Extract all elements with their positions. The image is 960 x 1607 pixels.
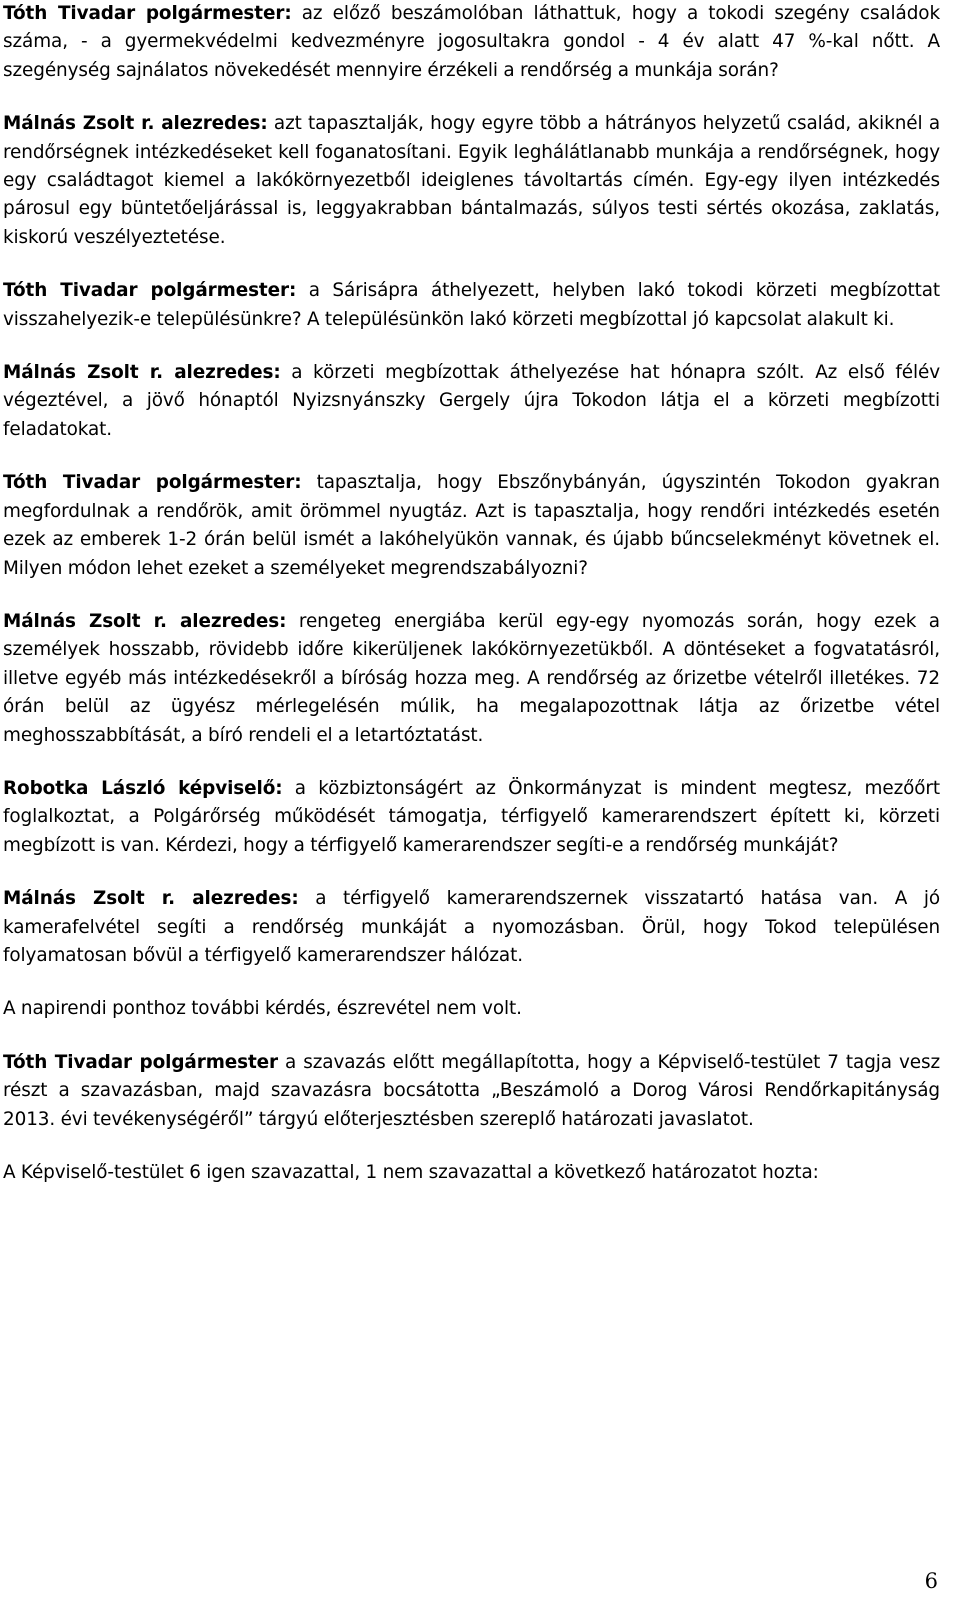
paragraph-5 [3, 469, 940, 583]
paragraph-8 [3, 885, 940, 970]
document-body [3, 0, 940, 1212]
speaker-name: Tóth Tivadar polgármester: [3, 280, 297, 302]
paragraph-6 [3, 608, 940, 750]
paragraph-text: azt tapasztalják, hogy egyre több a hátrányos helyzetű család, akiknél a rendőrségnek intézkedéseket kell foganatosítani. Egyik leghálátlanabb munkája a rendőrségnek, hogy egy családtagot kiemel a lakókörnyezetből ideiglenes távoltartás címén. Egy-egy ilyen intézkedés párosul egy büntetőeljárással is, leggyakrabban bántalmazás, súlyos testi sértés okozása, zaklatás, kiskorú veszélyeztetése. [3, 113, 940, 248]
paragraph-text: a térfigyelő kamerarendszernek visszatartó hatása van. A jó kamerafelvétel segíti a rendőrség munkáját a nyomozásban. Örül, hogy Tokod településen folyamatosan bővül a térfigyelő kamerarendszer hálózat. [3, 888, 940, 966]
paragraph-7 [3, 775, 940, 860]
paragraph-11 [3, 1159, 940, 1187]
paragraph-text: a Sárisápra áthelyezett, helyben lakó tokodi körzeti megbízottat visszahelyezik-e településünkre? A településünkön lakó körzeti megbízottal jó kapcsolat alakult ki. [3, 280, 940, 330]
paragraph-4 [3, 359, 940, 444]
paragraph-text: a szavazás előtt megállapította, hogy a Képviselő-testület 7 tagja vesz részt a szavazásban, majd szavazásra bocsátotta „Beszámoló a Dorog Városi Rendőrkapitányság 2013. évi tevékenységéről” tárgyú előterjesztésben szereplő határozati javaslatot. [3, 1051, 940, 1130]
speaker-name: Robotka László képviselő: [3, 777, 283, 799]
paragraph-text: tapasztalja, hogy Ebszőnybányán, úgyszintén Tokodon gyakran megfordulnak a rendőrök, amit örömmel nyugtáz. Azt is tapasztalja, hogy rendőri intézkedés esetén ezek az emberek 1-2 órán belül ismét a lakóhelyükön vannak, és újabb bűncselekményt követnek el. Milyen módon lehet ezeket a személyeket megrendszabályozni? [3, 472, 940, 579]
paragraph-2 [3, 110, 940, 252]
paragraph-text: rengeteg energiába kerül egy-egy nyomozás során, hogy ezek a személyek hosszabb, rövidebb időre kikerüljenek lakókörnyezetükből. A döntéseket a fogvatatásról, illetve egyéb más intézkedésekről a bíróság hozza meg. A rendőrség az őrizetbe vételről illetékes. 72 órán belül az ügyész mérlegelésén múlik, ha megalapozottnak látja az őrizetbe vétel meghosszabbítását, a bíró rendeli el a letartóztatást. [3, 610, 940, 746]
paragraph-text: A Képviselő-testület 6 igen szavazattal, 1 nem szavazattal a következő határozatot hozta: [3, 1162, 819, 1183]
speaker-name: Málnás Zsolt r. alezredes: [3, 888, 299, 910]
speaker-name: Tóth Tivadar polgármester [3, 1051, 279, 1073]
paragraph-1 [3, 0, 940, 85]
paragraph-10 [3, 1049, 940, 1134]
paragraph-text: a körzeti megbízottak áthelyezése hat hónapra szólt. Az első félév végeztével, a jövő hónaptól Nyizsnyánszky Gergely újra Tokodon látja el a körzeti megbízotti feladatokat. [3, 362, 940, 440]
paragraph-3 [3, 277, 940, 334]
speaker-name: Málnás Zsolt r. alezredes: [3, 362, 281, 384]
paragraph-text: az előző beszámolóban láthattuk, hogy a tokodi szegény családok száma, - a gyermekvédelmi kedvezményre jogosultakra gondol - 4 év alatt 47 %-kal nőtt. A szegénység sajnálatos növekedését mennyire érzékeli a rendőrség a munkája során? [3, 3, 940, 81]
speaker-name: Tóth Tivadar polgármester: [3, 472, 302, 494]
paragraph-text: a közbiztonságért az Önkormányzat is mindent megtesz, mezőőrt foglalkoztat, a Polgárőrség működését támogatja, térfigyelő kamerarendszert épített ki, körzeti megbízott is van. Kérdezi, hogy a térfigyelő kamerarendszer segíti-e a rendőrség munkáját? [3, 777, 941, 856]
speaker-name: Tóth Tivadar polgármester: [3, 3, 292, 24]
speaker-name: Málnás Zsolt r. alezredes: [3, 610, 287, 632]
page-number: 6 [924, 1569, 938, 1593]
speaker-name: Málnás Zsolt r. alezredes: [3, 113, 268, 135]
paragraph-9 [3, 995, 940, 1023]
paragraph-text: A napirendi ponthoz további kérdés, észrevétel nem volt. [3, 998, 522, 1020]
